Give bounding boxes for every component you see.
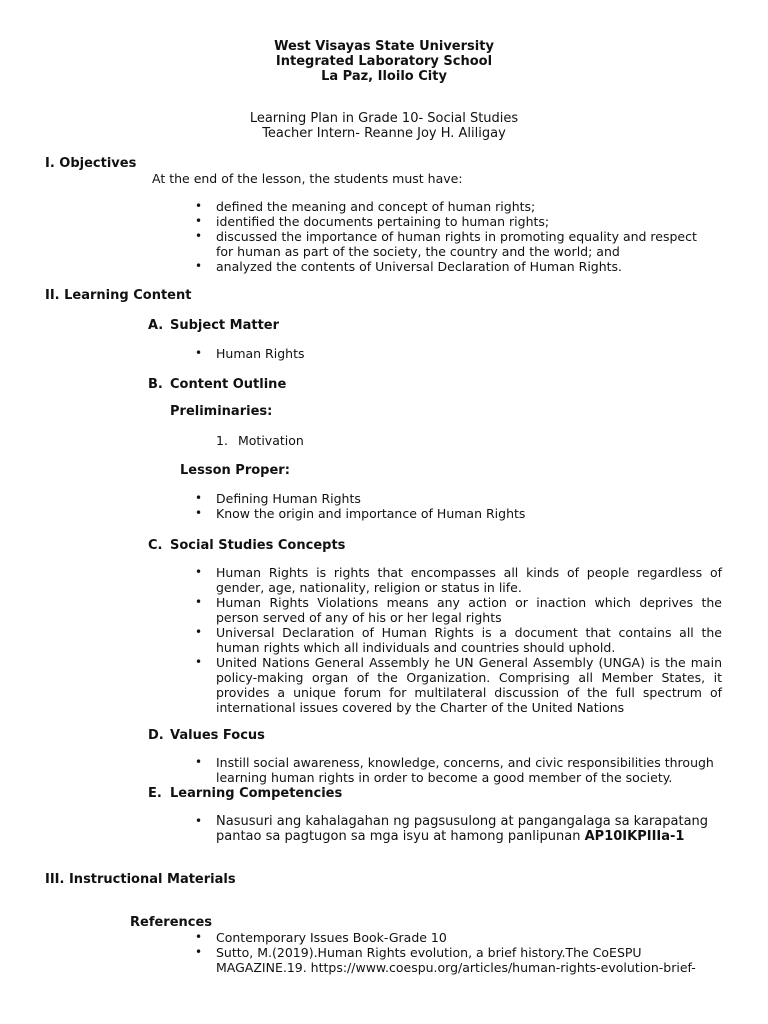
section-letter: E.	[148, 786, 162, 801]
list-item: • analyzed the contents of Universal Declaration of Human Rights.	[216, 259, 716, 274]
section-title: Subject Matter	[170, 318, 280, 333]
preliminaries-item	[216, 433, 304, 448]
learning-content-heading: II. Learning Content	[45, 288, 192, 303]
list-item: • Contemporary Issues Book-Grade 10	[216, 930, 716, 945]
competency-code: AP10IKPIIIa-1	[584, 829, 685, 844]
section-title: Values Focus	[170, 728, 265, 743]
references-list	[216, 930, 716, 975]
section-title: Content Outline	[170, 377, 287, 392]
concepts-heading	[148, 537, 345, 553]
list-item: • discussed the importance of human rights in promoting equality and respect for human as part of the society, the country and the world; and	[216, 229, 716, 259]
concepts-list	[216, 565, 722, 715]
subject-matter-heading	[148, 317, 279, 333]
objectives-heading: I. Objectives	[45, 156, 137, 171]
university-name: West Visayas State University	[274, 39, 494, 54]
item-text: Motivation	[238, 433, 304, 448]
school-location: La Paz, Iloilo City	[321, 69, 447, 84]
list-item: • Universal Declaration of Human Rights is a document that contains all the human rights which all individuals and countries should uphold.	[216, 625, 722, 655]
list-item: • Defining Human Rights	[216, 491, 616, 506]
objectives-intro: At the end of the lesson, the students must have:	[152, 171, 463, 186]
section-title: Social Studies Concepts	[170, 538, 346, 553]
list-item: • Human Rights	[216, 346, 516, 361]
teacher-intern: Teacher Intern- Reanne Joy H. Aliligay	[262, 126, 506, 141]
values-list	[216, 755, 722, 785]
content-outline-heading	[148, 376, 286, 392]
lesson-proper-list	[216, 491, 616, 521]
list-item: • Know the origin and importance of Human Rights	[216, 506, 616, 521]
list-item: • Instill social awareness, knowledge, concerns, and civic responsibilities through learning human rights in order to become a good member of the society.	[216, 755, 722, 785]
competency-text: Nasusuri ang kahalagahan ng pagsusulong at pangangalaga sa karapatang pantao sa pagtugon sa mga isyu at hamong panlipunan	[216, 814, 709, 844]
list-item: • Sutto, M.(2019).Human Rights evolution, a brief history.The CoESPU MAGAZINE.19. https://www.coespu.org/articles/human-rights-evolution-brief-	[216, 945, 716, 975]
list-item	[216, 814, 728, 844]
list-item: • identified the documents pertaining to human rights;	[216, 214, 716, 229]
competencies-list	[216, 814, 728, 844]
section-letter: B.	[148, 377, 163, 392]
references-heading: References	[130, 915, 213, 930]
school-name: Integrated Laboratory School	[275, 54, 493, 69]
lesson-proper-heading: Lesson Proper:	[180, 463, 290, 478]
section-letter: D.	[148, 728, 164, 743]
section-letter: A.	[148, 318, 164, 333]
section-title: Learning Competencies	[170, 786, 343, 801]
competencies-heading	[148, 785, 342, 801]
list-item: • Human Rights Violations means any action or inaction which deprives the person served of any of his or her legal rights	[216, 595, 722, 625]
subject-matter-list	[216, 346, 516, 361]
section-letter: C.	[148, 538, 163, 553]
values-heading	[148, 727, 265, 743]
plan-title: Learning Plan in Grade 10- Social Studies	[249, 111, 519, 126]
objectives-list	[216, 199, 716, 274]
preliminaries-heading: Preliminaries:	[170, 404, 273, 419]
item-number: 1.	[216, 433, 228, 448]
list-item: • United Nations General Assembly he UN General Assembly (UNGA) is the main policy-making organ of the Organization. Comprising all Member States, it provides a unique forum for multilateral discussion of the full spectrum of international issues covered by the Charter of the United Nations	[216, 655, 722, 715]
list-item: • Human Rights is rights that encompasses all kinds of people regardless of gender, age, nationality, religion or status in life.	[216, 565, 722, 595]
list-item: • defined the meaning and concept of human rights;	[216, 199, 716, 214]
materials-heading: III. Instructional Materials	[45, 872, 236, 887]
